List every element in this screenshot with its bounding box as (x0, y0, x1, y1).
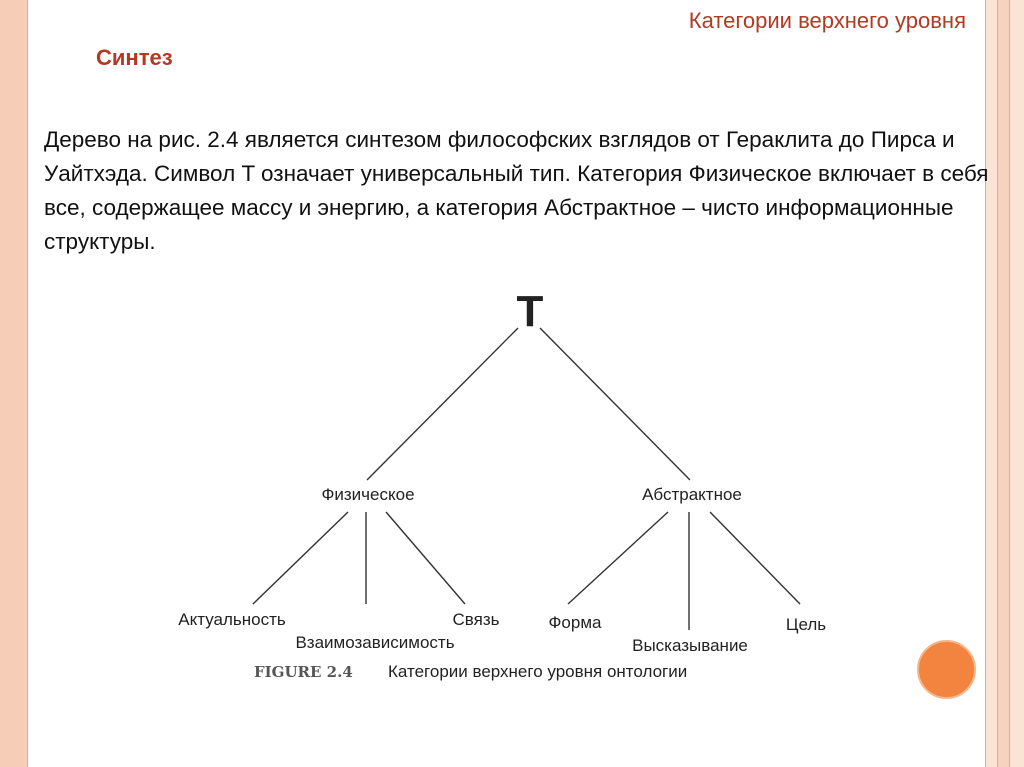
node-abstract: Абстрактное (642, 485, 742, 504)
node-form: Форма (548, 613, 602, 632)
node-purpose: Цель (785, 615, 827, 634)
node-root-t: T (516, 287, 544, 336)
edge-abstract-form (568, 512, 668, 604)
edge-root-abstract (540, 328, 690, 480)
node-proposition: Высказывание (632, 636, 748, 655)
body-paragraph: Дерево на рис. 2.4 является синтезом философских взглядов от Гераклита до Пирса и Уайтхэда. Символ T означает универсальный тип. Категория Физическое включает в себя все, содержащее массу и энергию, а категория Абстрактное – чисто информационные структуры. (44, 127, 989, 254)
node-relation: Связь (452, 610, 500, 629)
node-physical: Физическое (321, 485, 415, 504)
figure-label: FIGURE 2.4 (254, 663, 353, 681)
edge-physical-actuality (253, 512, 348, 604)
node-interdependence: Взаимозависимость (295, 633, 455, 652)
edge-physical-relation (386, 512, 465, 604)
decorative-orange-circle (917, 640, 976, 699)
edge-root-physical (367, 328, 518, 480)
section-title: Синтез (96, 45, 173, 70)
figure-caption: Категории верхнего уровня онтологии (388, 662, 688, 681)
node-actuality: Актуальность (178, 610, 286, 629)
slide-header-title: Категории верхнего уровня (688, 8, 966, 33)
edge-abstract-purpose (710, 512, 800, 604)
